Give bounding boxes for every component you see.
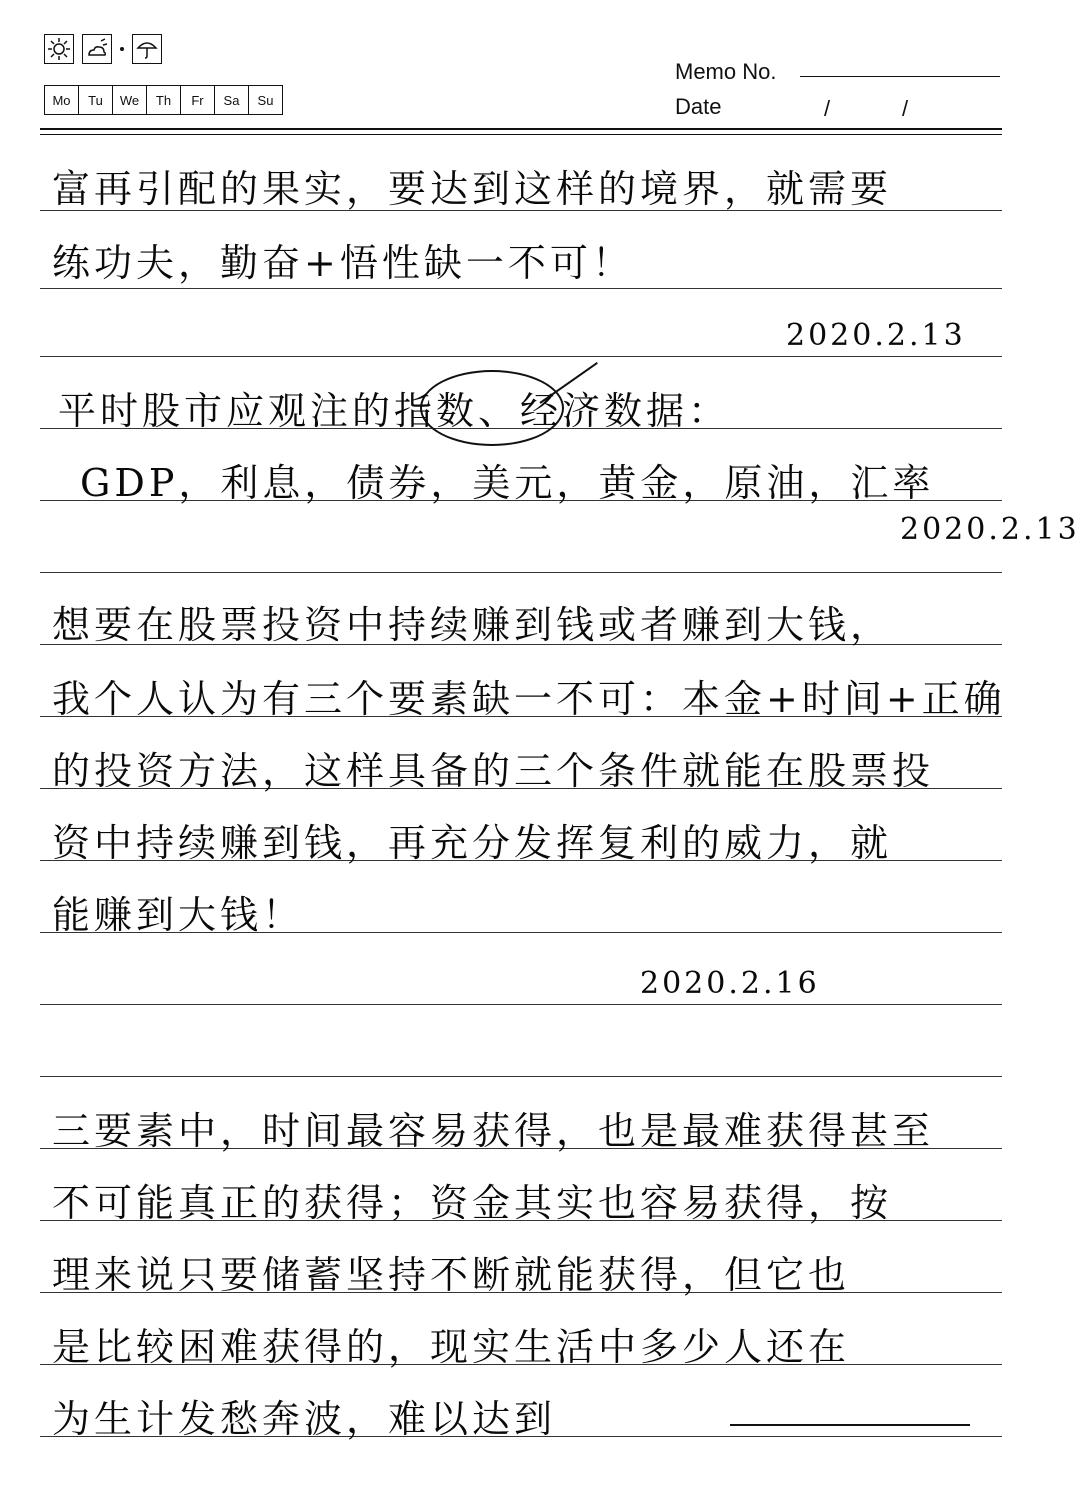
day-we[interactable]: We <box>113 86 147 114</box>
weather-icons <box>44 34 162 64</box>
day-sa[interactable]: Sa <box>215 86 249 114</box>
entry-3-line-4: 资中持续赚到钱，再充分发挥复利的威力，就 <box>52 821 893 865</box>
memo-no-label: Memo No. <box>675 59 777 84</box>
entry-4-line-5: 为生计发愁奔波，难以达到 <box>52 1397 557 1441</box>
header-divider <box>40 128 1002 130</box>
entry-4-line-1: 三要素中，时间最容易获得，也是最难获得甚至 <box>52 1109 935 1153</box>
entry-3-line-1: 想要在股票投资中持续赚到钱或者赚到大钱， <box>52 603 893 647</box>
ruled-line <box>40 356 1002 357</box>
ruled-line <box>40 288 1002 289</box>
entry-1-line-2: 练功夫，勤奋+悟性缺一不可！ <box>52 241 634 285</box>
ruled-line <box>40 1004 1002 1005</box>
weekday-selector <box>44 85 283 115</box>
entry-1-date: 2020.2.13 <box>786 318 966 353</box>
divider-dot <box>120 47 124 51</box>
date-separator: / <box>902 96 909 121</box>
entry-3-line-2: 我个人认为有三个要素缺一不可：本金+时间+正确 <box>52 677 1006 721</box>
day-mo[interactable]: Mo <box>45 86 79 114</box>
date-label: Date <box>675 94 722 119</box>
date-separator: / <box>824 96 831 121</box>
ruled-line <box>40 1076 1002 1077</box>
umbrella-icon <box>132 34 162 64</box>
day-tu[interactable]: Tu <box>79 86 113 114</box>
entry-3-line-5: 能赚到大钱！ <box>52 893 305 937</box>
entry-3-line-3: 的投资方法，这样具备的三个条件就能在股票投 <box>52 749 935 793</box>
strikethrough-mark <box>730 1424 970 1426</box>
day-su[interactable]: Su <box>257 92 274 108</box>
partly-cloudy-icon <box>82 34 112 64</box>
sun-icon <box>44 34 74 64</box>
entry-1-line-1: 富再引配的果实，要达到这样的境界，就需要 <box>52 167 893 211</box>
entry-4-line-4: 是比较困难获得的，现实生活中多少人还在 <box>52 1325 851 1369</box>
entry-2-line-1: 平时股市应观注的指数、经济数据： <box>58 389 731 433</box>
entry-3-date: 2020.2.16 <box>640 966 820 1001</box>
entry-2-date: 2020.2.13 <box>900 512 1080 547</box>
memo-no-field[interactable] <box>800 76 1000 77</box>
entry-4-line-2: 不可能真正的获得；资金其实也容易获得，按 <box>52 1181 893 1225</box>
day-fr[interactable]: Fr <box>181 86 215 114</box>
entry-4-line-3: 理来说只要储蓄坚持不断就能获得，但它也 <box>52 1253 851 1297</box>
entry-2-line-2: GDP，利息，债券，美元，黄金，原油，汇率 <box>80 461 935 505</box>
ruled-line <box>40 572 1002 573</box>
header-divider <box>40 134 1002 135</box>
day-th[interactable]: Th <box>147 86 181 114</box>
